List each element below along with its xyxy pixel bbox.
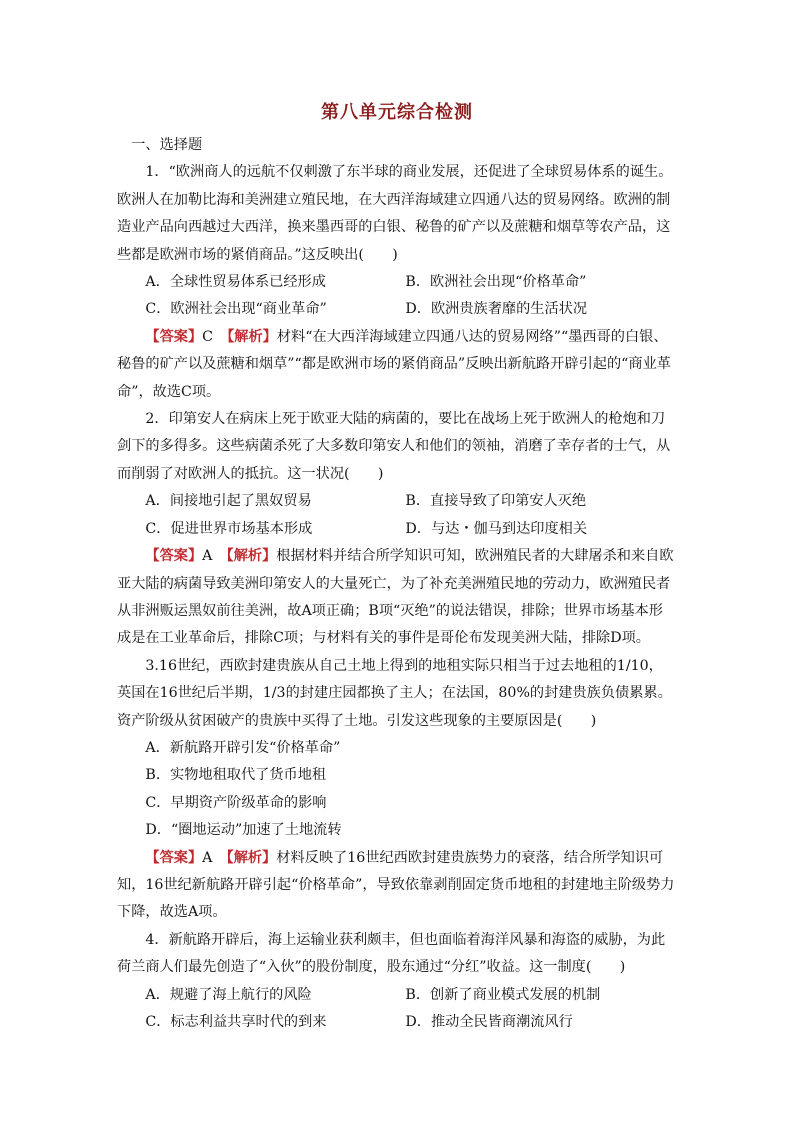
question-4-options-row-2 <box>117 1009 677 1036</box>
question-2-answer-block <box>117 543 677 653</box>
question-2-options-row-2 <box>117 516 677 543</box>
analysis-tag: 【解析】 <box>227 328 277 345</box>
question-3-answer: A <box>202 849 213 866</box>
question-3-option-b: B．实物地租取代了货币地租 <box>145 767 327 784</box>
question-4-options-row-1 <box>117 982 677 1009</box>
question-2-option-c: C．促进世界市场基本形成 <box>145 520 313 537</box>
question-4-option-c: C．标志利益共享时代的到来 <box>145 1014 327 1030</box>
question-2-options-row-1 <box>117 488 677 515</box>
question-3-stem: 3.16世纪，西欧封建贵族从自己土地上得到的地租实际只相当于过去地租的1/10，英国在16世纪后半期，1/3的封建庄园都换了主人；在法国，80%的封建贵族负债累累。资产阶级从贫困破产的贵族中买得了土地。引发这些现象的主要原因是( ) <box>117 657 672 729</box>
question-3-option-a: A．新航路开辟引发“价格革命” <box>145 739 341 756</box>
question-1-stem: 1．“欧洲商人的远航不仅刺激了东半球的商业发展，还促进了全球贸易体系的诞生。欧洲人在加勒比海和美洲建立殖民地，在大西洋海域建立四通八达的贸易网络。欧洲的制造业产品向西越过大西洋，换来墨西哥的白银、秘鲁的矿产以及蔗糖和烟草等农产品，这些都是欧洲市场的紧俏商品。”这反映出( ) <box>117 164 673 263</box>
analysis-tag: 【解析】 <box>226 548 277 565</box>
answer-tag: 【答案】 <box>145 849 203 866</box>
analysis-tag: 【解析】 <box>226 849 277 866</box>
question-1-option-d: D．欧洲贵族奢靡的生活状况 <box>405 301 588 318</box>
question-4-option-a: A．规避了海上航行的风险 <box>145 986 312 1003</box>
question-2-stem: 2．印第安人在病床上死于欧亚大陆的病菌的，要比在战场上死于欧洲人的枪炮和刀剑下的多得多。这些病菌杀死了大多数印第安人和他们的领袖，消磨了幸存者的士气，从而削弱了对欧洲人的抵抗。这一状况( ) <box>117 411 671 482</box>
question-2-option-d: D．与达・伽马到达印度相关 <box>405 520 588 537</box>
question-2-option-b: B．直接导致了印第安人灭绝 <box>405 493 587 510</box>
document-body <box>117 132 677 1036</box>
question-1-options-row-1 <box>117 269 677 296</box>
question-1-option-c: C．欧洲社会出现“商业革命” <box>145 301 327 318</box>
question-1-answer: C <box>202 328 214 345</box>
question-4-option-b: B．创新了商业模式发展的机制 <box>405 986 601 1003</box>
question-4-option-d: D．推动全民皆商潮流风行 <box>405 1014 573 1030</box>
answer-tag: 【答案】 <box>145 548 203 565</box>
question-1-answer-block <box>117 324 677 406</box>
question-1-option-a: A．全球性贸易体系已经形成 <box>145 274 326 291</box>
question-3-answer-block <box>117 845 677 927</box>
question-1-options-row-2 <box>117 296 677 323</box>
question-2-analysis: 根据材料并结合所学知识可知，欧洲殖民者的大肆屠杀和来自欧亚大陆的病菌导致美洲印第安人的大量死亡，为了补充美洲殖民地的劳动力，欧洲殖民者从非洲贩运黑奴前往美洲，故A项正确；B项“灭绝”的说法错误，排除；世界市场基本形成是在工业革命后，排除C项；与材料有关的事件是哥伦布发现美洲大陆，排除D项。 <box>117 548 674 647</box>
question-3-option-c: C．早期资产阶级革命的影响 <box>145 794 327 811</box>
section-heading: 一、选择题 <box>131 137 203 153</box>
question-1-analysis: 材料“在大西洋海域建立四通八达的贸易网络”“墨西哥的白银、秘鲁的矿产以及蔗糖和烟草”“都是欧洲市场的紧俏商品”反映出新航路开辟引起的“商业革命”，故选C项。 <box>117 328 671 400</box>
question-3-option-d: D．“圈地运动”加速了土地流转 <box>145 822 342 839</box>
answer-tag: 【答案】 <box>145 328 203 345</box>
question-3-analysis: 材料反映了16世纪西欧封建贵族势力的衰落，结合所学知识可知，16世纪新航路开辟引起“价格革命”，导致依靠剥削固定货币地租的封建地主阶级势力下降，故选A项。 <box>117 849 675 921</box>
question-2-option-a: A．间接地引起了黑奴贸易 <box>145 493 312 510</box>
question-2-answer: A <box>202 548 213 565</box>
question-4-stem: 4．新航路开辟后，海上运输业获利颇丰，但也面临着海洋风暴和海盗的威胁，为此荷兰商人们最先创造了“入伙”的股份制度，股东通过“分红”收益。这一制度( ) <box>117 931 666 976</box>
question-1-option-b: B．欧洲社会出现“价格革命” <box>405 274 587 291</box>
page-title: 第八单元综合检测 <box>321 102 473 123</box>
